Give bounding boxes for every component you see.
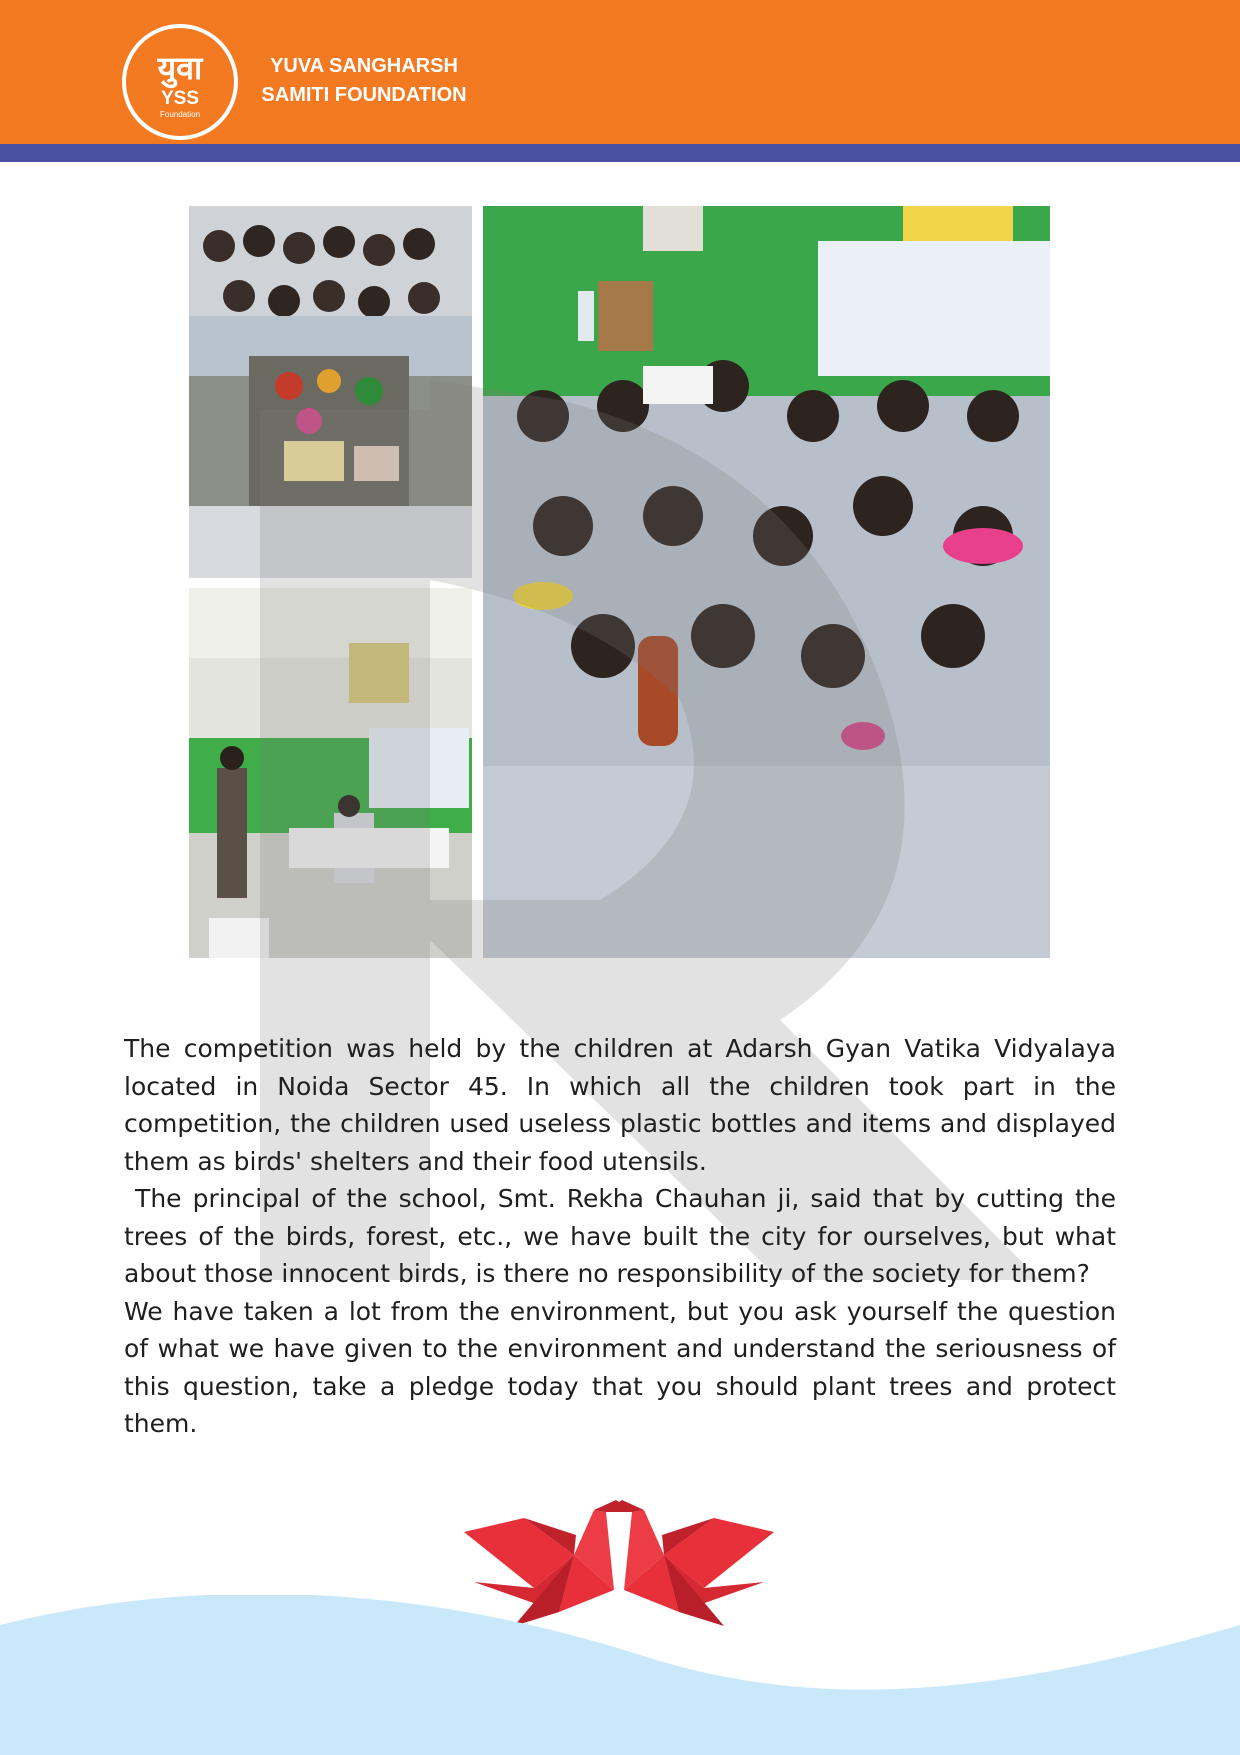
article-body — [124, 1030, 1124, 1443]
logo-subtitle: Foundation — [159, 110, 201, 119]
article-paragraph-2: The principal of the school, Smt. Rekha Chauhan ji, said that by cutting the trees of the birds, forest, etc., we have built the city for ourselves, but what about those innocent birds, is there no responsibility of the society for them? — [124, 1184, 1124, 1288]
article-paragraph-3: We have taken a lot from the environment, but you ask yourself the question of what we have given to the environment and understand the seriousness of this question, take a pledge today that you should plant trees and protect them. — [124, 1296, 1116, 1438]
header-bar — [0, 0, 1240, 144]
logo-abbreviation: YSS — [160, 88, 200, 109]
article-paragraph-1: The competition was held by the children at Adarsh Gyan Vatika Vidyalaya located in Noida Sector 45. In which all the children took part in the competition, the children used useless plastic bottles and items and displayed them as birds' shelters and their food utensils. — [124, 1034, 1116, 1176]
footer-wave — [0, 1595, 1240, 1755]
org-name-line1: YUVA SANGHARSH — [270, 55, 458, 77]
header-accent-strip — [0, 144, 1240, 162]
organization-name — [252, 52, 476, 110]
logo-hindi-text: युवा — [157, 49, 203, 87]
yss-logo — [122, 24, 238, 140]
org-name-line2: SAMITI FOUNDATION — [261, 84, 467, 106]
